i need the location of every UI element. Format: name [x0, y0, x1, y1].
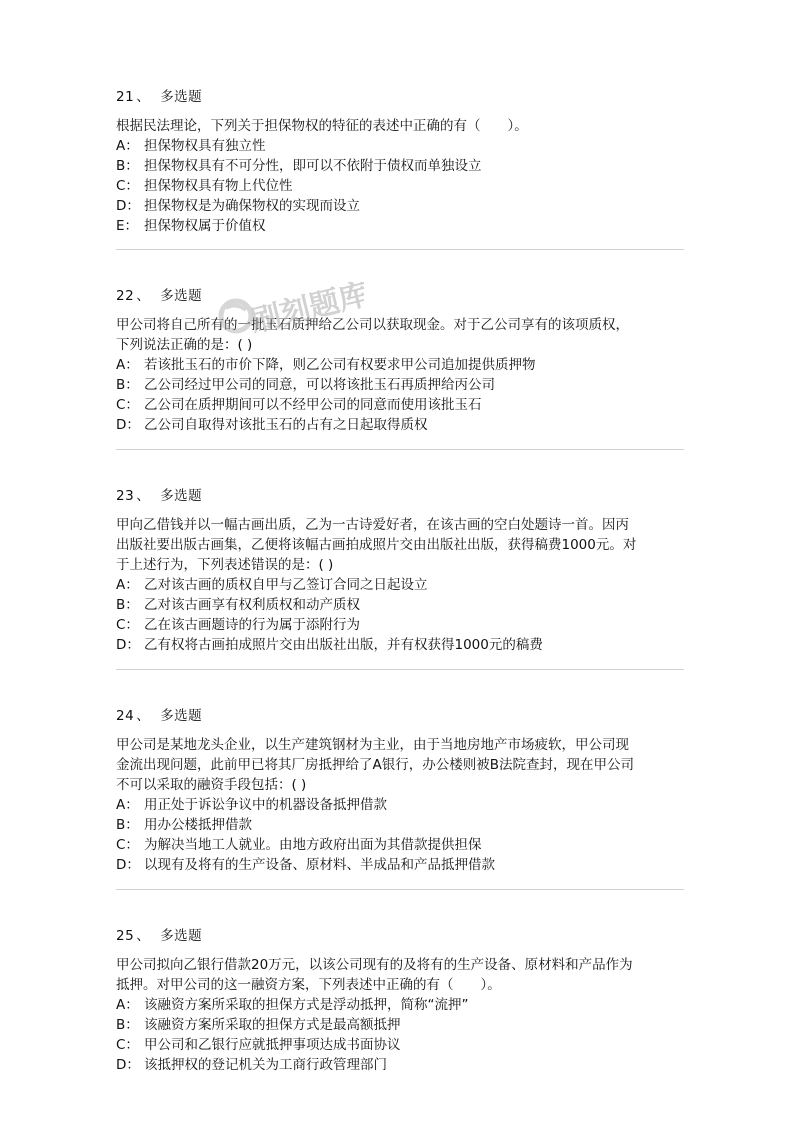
watermark-logo-icon	[214, 282, 364, 352]
option-text: 乙对该古画的质权自甲与乙签订合同之日起设立	[144, 577, 428, 593]
option-letter: C：	[116, 178, 139, 194]
option-c[interactable]	[116, 835, 686, 855]
watermark	[214, 282, 364, 356]
question-header	[116, 486, 686, 506]
question-number: 22	[116, 288, 135, 304]
option-letter: B：	[116, 817, 139, 833]
option-c[interactable]	[116, 615, 686, 635]
question-divider	[116, 249, 684, 250]
option-text: 乙公司经过甲公司的同意，可以将该批玉石再质押给丙公司	[144, 377, 495, 393]
option-d[interactable]	[116, 196, 686, 216]
option-b[interactable]	[116, 815, 686, 835]
option-text: 用正处于诉讼争议中的机器设备抵押借款	[144, 797, 387, 813]
question-stem-line: 金流出现问题，此前甲已将其厂房抵押给了A银行，办公楼则被B法院查封，现在甲公司	[116, 757, 634, 773]
option-text: 担保物权具有独立性	[144, 138, 266, 154]
option-a[interactable]	[116, 795, 686, 815]
option-letter: B：	[116, 597, 139, 613]
question-stem-line: 甲向乙借钱并以一幅古画出质，乙为一古诗爱好者，在该古画的空白处题诗一首。因丙	[116, 517, 629, 533]
question-21	[116, 87, 686, 236]
question-22	[116, 286, 686, 435]
option-letter: A：	[116, 577, 139, 593]
option-d[interactable]	[116, 855, 686, 875]
option-a[interactable]	[116, 575, 686, 595]
question-separator: 、	[136, 488, 151, 504]
option-letter: B：	[116, 377, 139, 393]
question-separator: 、	[136, 89, 151, 105]
option-b[interactable]	[116, 595, 686, 615]
option-letter: D：	[116, 198, 140, 214]
question-type: 多选题	[160, 928, 203, 944]
option-letter: D：	[116, 417, 140, 433]
option-d[interactable]	[116, 1055, 686, 1075]
option-text: 乙对该古画享有权利质权和动产质权	[144, 597, 360, 613]
option-a[interactable]	[116, 995, 686, 1015]
option-letter: C：	[116, 617, 139, 633]
question-stem-line: 甲公司将自己所有的一批玉石质押给乙公司以获取现金。对于乙公司享有的该项质权，	[116, 317, 629, 333]
option-text: 担保物权是为确保物权的实现而设立	[144, 198, 360, 214]
question-header	[116, 286, 686, 306]
option-c[interactable]	[116, 395, 686, 415]
question-number: 24	[116, 708, 135, 724]
option-text: 若该批玉石的市价下降，则乙公司有权要求甲公司追加提供质押物	[144, 357, 536, 373]
option-letter: A：	[116, 357, 139, 373]
question-stem: 根据民法理论，下列关于担保物权的特征的表述中正确的有（ ）。	[116, 118, 528, 134]
question-divider	[116, 889, 684, 890]
option-letter: C：	[116, 397, 139, 413]
option-letter: C：	[116, 1037, 139, 1053]
question-number: 23	[116, 488, 135, 504]
question-type: 多选题	[160, 288, 203, 304]
option-c[interactable]	[116, 1035, 686, 1055]
question-number: 25	[116, 928, 135, 944]
question-divider	[116, 449, 684, 450]
question-header	[116, 706, 686, 726]
option-letter: B：	[116, 158, 139, 174]
option-letter: A：	[116, 138, 139, 154]
option-text: 为解决当地工人就业。由地方政府出面为其借款提供担保	[144, 837, 482, 853]
question-stem-line: 于上述行为，下列表述错误的是：( )	[116, 557, 334, 573]
option-text: 担保物权具有不可分性，即可以不依附于债权而单独设立	[144, 158, 482, 174]
question-stem-line: 甲公司拟向乙银行借款20万元，以该公司现有的及将有的生产设备、原材料和产品作为	[116, 957, 633, 973]
watermark-text: 刷刻题库	[247, 282, 364, 340]
question-stem-line: 不可以采取的融资手段包括：( )	[116, 777, 307, 793]
question-header	[116, 87, 686, 107]
option-b[interactable]	[116, 375, 686, 395]
option-d[interactable]	[116, 635, 686, 655]
option-e[interactable]	[116, 216, 686, 236]
question-24	[116, 706, 686, 875]
option-letter: D：	[116, 857, 140, 873]
option-text: 甲公司和乙银行应就抵押事项达成书面协议	[144, 1037, 401, 1053]
option-letter: A：	[116, 797, 139, 813]
option-letter: E：	[116, 218, 139, 234]
option-text: 该抵押权的登记机关为工商行政管理部门	[144, 1057, 387, 1073]
option-letter: A：	[116, 997, 139, 1013]
option-letter: D：	[116, 1057, 140, 1073]
question-stem-line: 下列说法正确的是：( )	[116, 337, 253, 353]
option-text: 该融资方案所采取的担保方式是最高额抵押	[144, 1017, 401, 1033]
question-type: 多选题	[160, 708, 203, 724]
question-divider	[116, 669, 684, 670]
option-letter: B：	[116, 1017, 139, 1033]
option-text: 担保物权属于价值权	[144, 218, 266, 234]
question-number: 21	[116, 89, 135, 105]
question-type: 多选题	[160, 488, 203, 504]
question-stem-line: 出版社要出版古画集，乙便将该幅古画拍成照片交由出版社出版，获得稿费1000元。对	[116, 537, 637, 553]
question-separator: 、	[136, 288, 151, 304]
option-b[interactable]	[116, 1015, 686, 1035]
question-stem-line: 抵押。对甲公司的这一融资方案，下列表述中正确的有（ ）。	[116, 977, 501, 993]
option-d[interactable]	[116, 415, 686, 435]
option-text: 乙公司在质押期间可以不经甲公司的同意而使用该批玉石	[144, 397, 482, 413]
option-text: 乙公司自取得对该批玉石的占有之日起取得质权	[144, 417, 428, 433]
question-separator: 、	[136, 928, 151, 944]
option-text: 该融资方案所采取的担保方式是浮动抵押，简称“流押”	[144, 997, 469, 1013]
question-type: 多选题	[160, 89, 203, 105]
option-letter: D：	[116, 637, 140, 653]
option-a[interactable]	[116, 355, 686, 375]
option-a[interactable]	[116, 136, 686, 156]
option-text: 用办公楼抵押借款	[144, 817, 252, 833]
option-c[interactable]	[116, 176, 686, 196]
question-stem-line: 甲公司是某地龙头企业，以生产建筑钢材为主业，由于当地房地产市场疲软，甲公司现	[116, 737, 629, 753]
option-text: 以现有及将有的生产设备、原材料、半成品和产品抵押借款	[144, 857, 495, 873]
question-23	[116, 486, 686, 655]
question-25	[116, 926, 686, 1075]
option-text: 乙有权将古画拍成照片交由出版社出版，并有权获得1000元的稿费	[144, 637, 543, 653]
question-header	[116, 926, 686, 946]
question-separator: 、	[136, 708, 151, 724]
option-text: 乙在该古画题诗的行为属于添附行为	[144, 617, 360, 633]
option-text: 担保物权具有物上代位性	[144, 178, 293, 194]
option-letter: C：	[116, 837, 139, 853]
option-b[interactable]	[116, 156, 686, 176]
